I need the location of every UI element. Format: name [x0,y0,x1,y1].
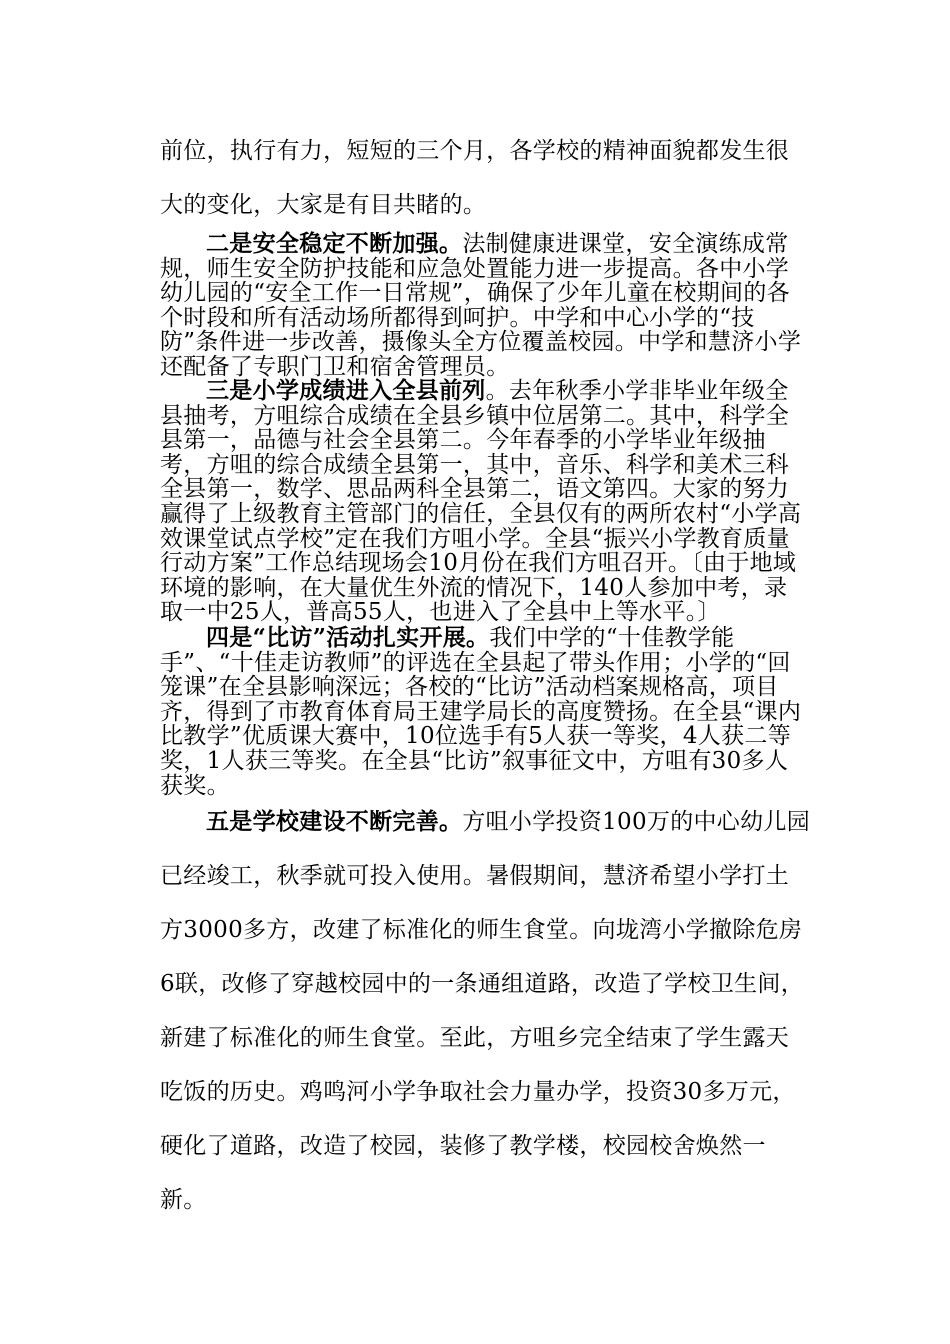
paragraph-continuation [160,124,810,232]
paragraph-text: 法制健康进课堂，安全演练成常规，师生安全防护技能和应急处置能力进一步提高。各中小学幼儿园的“安全工作一日常规”，确保了少年儿童在校期间的各个时段和所有活动场所都得到呵护。中学和中心小学的“技防”条件进一步改善，摄像头全方位覆盖校园。中学和慧济小学还配备了专职门卫和宿舍管理员。 [160,231,802,380]
paragraph-text: 。去年秋季小学非毕业年级全县抽考，方咀综合成绩在全县乡镇中位居第二。其中，科学全县第一，品德与社会全县第二。今年春季的小学毕业年级抽考，方咀的综合成绩全县第一，其中，音乐、科学和美术三科全县第一，数学、思品两科全县第二，语文第四。大家的努力赢得了上级教育主管部门的信任，全县仅有的两所农村“小学高效课堂试点学校”定在我们方咀小学。全县“振兴小学教育质量行动方案”工作总结现场会10月份在我们方咀召开。〔由于地域环境的影响，在大量优生外流的情况下，140人参加中考，录取一中25人，普高55人，也进入了全县中上等水平。〕 [160,378,802,626]
paragraph-text: 我们中学的“十佳教学能手”、“十佳走访教师”的评选在全县起了带头作用；小学的“回笼课”在全县影响深远；各校的“比访”活动档案规格高，项目齐，得到了市教育体育局王建学局长的高度赞扬。在全县“课内比教学”优质课大赛中，10位选手有5人获一等奖，4人获二等奖，1人获三等奖。在全县“比访”叙事征文中，方咀有30多人获奖。 [160,625,802,799]
paragraph-primary-results [160,379,810,625]
paragraph-heading: 二是安全稳定不断加强。 [206,230,463,257]
paragraph-text: 方咀小学投资100万的中心幼儿园已经竣工，秋季就可投入使用。暑假期间，慧济希望小学打土方3000多方，改建了标准化的师生食堂。向垅湾小学撤除危房6联，改修了穿越校园中的一条通组道路，改造了学校卫生间，新建了标准化的师生食堂。至此，方咀乡完全结束了学生露天吃饭的历史。鸡鸣河小学争取社会力量办学，投资30多万元，硬化了道路，改造了校园，装修了教学楼，校园校舍焕然一新。 [160,809,811,1213]
paragraph-heading: 五是学校建设不断完善。 [206,808,463,835]
paragraph-text: 前位，执行有力，短短的三个月，各学校的精神面貌都发生很大的变化，大家是有目共睹的。 [160,138,790,218]
paragraph-heading: 四是“比访”活动扎实开展。 [206,624,490,651]
paragraph-safety [160,232,810,380]
paragraph-bifang-activity [160,626,810,798]
paragraph-school-construction [160,795,810,1227]
paragraph-heading: 三是小学成绩进入全县前列 [206,377,486,404]
